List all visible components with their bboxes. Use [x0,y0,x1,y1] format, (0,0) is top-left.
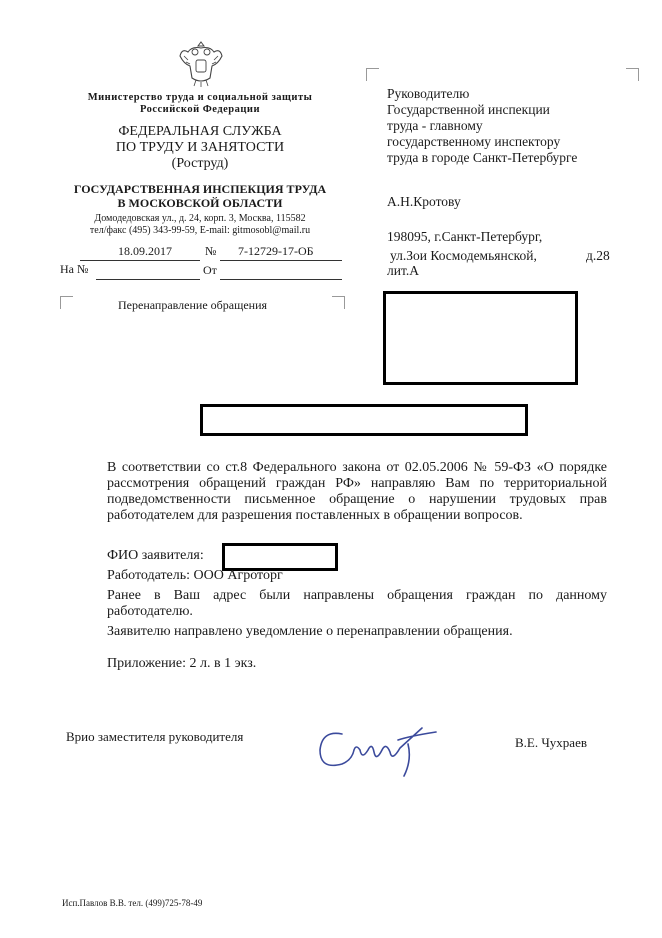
addressee-address-1: 198095, г.Санкт-Петербург, [387,229,543,244]
body-paragraph-2: Ранее в Ваш адрес были направлены обращения граждан по данному работодателю. [107,588,607,619]
na-underline [96,265,200,280]
ministry-line-1: Министерство труда и социальной защиты [87,92,313,103]
signatory-name: В.Е. Чухраев [515,735,587,750]
employer-line: Работодатель: ООО Агроторг [107,568,283,583]
body-paragraph-1: В соответствии со ст.8 Федерального закона от 02.05.2006 № 59-ФЗ «О порядке рассмотрения обращений граждан РФ» направляю Вам по территориальной подведомственности письменное обращение о нарушении трудовых прав работодателем для разрешения поставленных в обращении вопросов. [107,460,607,523]
inspection-line-2: В МОСКОВСКОЙ ОБЛАСТИ [117,196,283,210]
service-line-1: ФЕДЕРАЛЬНАЯ СЛУЖБА [118,124,282,139]
service-line-3: (Роструд) [171,156,229,171]
na-label: На № [60,262,89,276]
body-paragraph-3: Заявителю направлено уведомление о перенаправлении обращения. [107,624,513,639]
corner-mark-addr-left [366,68,379,81]
document-number: 7-12729-17-ОБ [238,244,314,258]
addressee-line-5: труда в городе Санкт-Петербурге [387,150,578,165]
inspection-address [55,213,345,237]
address-line-1: Домодедовская ул., д. 24, корп. 3, Москва, 115582 [94,213,306,224]
corner-mark-left [60,296,73,309]
ot-underline [220,265,342,280]
addressee-name: А.Н.Кротову [387,194,461,209]
federal-service-name [90,124,310,172]
corner-mark-right [332,296,345,309]
addressee-address-2b: д.28 [586,248,610,263]
addressee-address-3: лит.А [387,263,419,278]
number-label: № [205,244,217,258]
address-line-2: тел/факс (495) 343-99-59, E-mail: gitmosobl@mail.ru [89,225,311,236]
addressee-block [387,86,577,166]
subject-line: Перенаправление обращения [118,298,268,312]
ministry-name [55,92,345,116]
addressee-address-2a: ул.Зои Космодемьянской, [390,248,537,263]
signatory-title: Врио заместителя руководителя [66,729,244,744]
redaction-box-recipient [383,291,578,385]
redaction-box-salutation [200,404,528,436]
addressee-line-2: Государственной инспекции [387,102,550,117]
ministry-line-2: Российской Федерации [139,104,261,115]
coat-of-arms-emblem [178,38,224,88]
service-line-2: ПО ТРУДУ И ЗАНЯТОСТИ [115,140,285,155]
addressee-line-3: труда - главному [387,118,483,133]
addressee-line-1: Руководителю [387,86,470,101]
attachment-line: Приложение: 2 л. в 1 экз. [107,656,257,671]
corner-mark-addr-right [626,68,639,81]
applicant-label: ФИО заявителя: [107,548,204,563]
redaction-box-applicant [222,543,338,571]
inspection-name [55,182,345,210]
executor-info: Исп.Павлов В.В. тел. (499)725-78-49 [62,898,203,908]
addressee-line-4: государственному инспектору [387,134,561,149]
handwritten-signature [312,720,442,780]
ot-label: От [203,263,217,277]
document-date: 18.09.2017 [118,244,172,258]
inspection-line-1: ГОСУДАРСТВЕННАЯ ИНСПЕКЦИЯ ТРУДА [73,182,327,196]
